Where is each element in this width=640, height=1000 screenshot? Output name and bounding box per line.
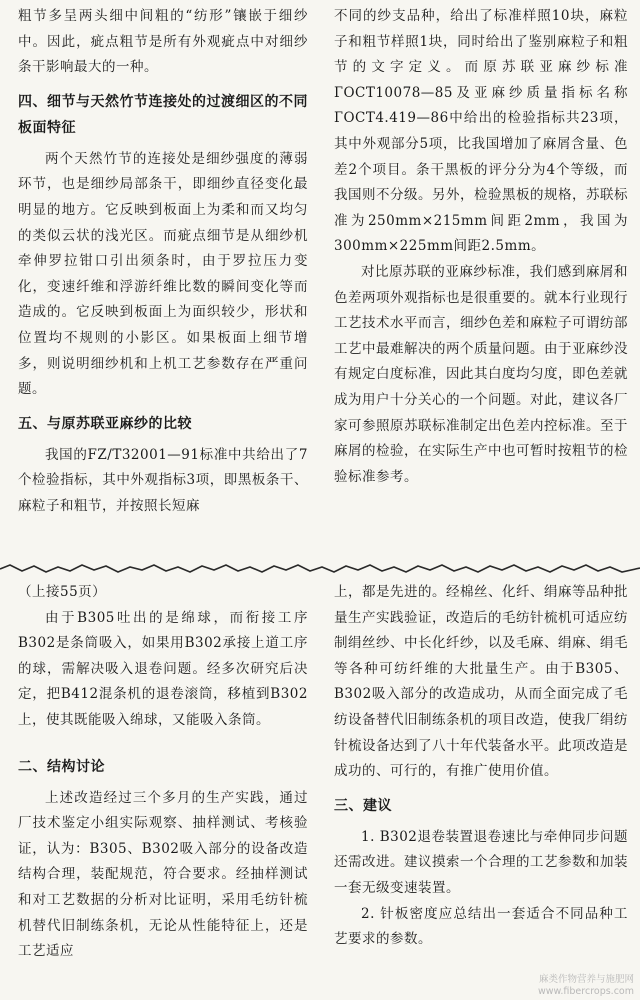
section-heading-3: 三、建议 <box>334 797 392 814</box>
watermark-url: www.fibercrops.com <box>537 986 634 997</box>
section-heading-4: 四、细节与天然竹节连接处的过渡细区的不同板面特征 <box>18 93 308 136</box>
section-heading-2: 二、结构讨论 <box>18 758 105 775</box>
paragraph: 对比原苏联的亚麻纱标准，我们感到麻屑和色差两项外观指标也是很重要的。就本行业现行工艺技术水平而言，细纱色差和麻粒子可谓纺部工艺中最难解决的两个质量问题。由于亚麻纱没有规定白度标准，因此其白度均匀度，即色差就成为用户十分关心的一个问题。对此，建议各厂家可参照原苏联标准制定出色差内控标准。至于麻屑的检验，在实际生产中也可暂时按粗节的检验标准参考。 <box>334 263 628 485</box>
paragraph: 上，都是先进的。经棉丝、化纤、绢麻等品种批量生产实践验证，改造后的毛纺针梳机可适应纺制绢丝纱、中长化纤纱，以及毛麻、绢麻、绢毛等各种可纺纤维的大批量生产。由于B305、B302吸入部分的改造成功，从而全面完成了毛纺设备替代旧制练条机的项目改造，使我厂绢纺针梳设备达到了八十年代装备水平。此项改造是成功的、可行的，有推广使用价值。 <box>334 584 628 780</box>
paragraph: 不同的纱支品种，给出了标准样照10块，麻粒子和粗节样照1块，同时给出了鉴别麻粒子和粗节的文字定义。而原苏联亚麻纱标准ГОСТ10078—85及亚麻纱质量指标名称ГОСТ4.419—86中给出的检验指标共23项，其中外观部分5项，比我国增加了麻屑含量、色差2个项目。条干黑板的评分分为4个等级，而我国则不分级。另外，检验黑板的规格，苏联标准为250mm×215mm间距2mm，我国为300mm×225mm间距2.5mm。 <box>334 8 628 255</box>
article-column-bottom-right <box>334 580 628 990</box>
article-column-top-left <box>18 4 308 564</box>
paragraph: 两个天然竹节的连接处是细纱强度的薄弱环节，也是细纱局部条干，即细纱直径变化最明显的地方。它反映到板面上为柔和而又均匀的类似云状的浅光区。而疵点细节是从细纱机牵伸罗拉钳口引出须条时，由于罗拉压力变化，变速纤维和浮游纤维比数的瞬间变化等而造成的。它反映到板面上为面织较少，形状和位置均不规则的小影区。如果板面上细节增多，则说明细纱机和上机工艺参数存在严重问题。 <box>18 150 308 398</box>
article-column-bottom-left <box>18 580 308 990</box>
site-watermark <box>538 974 634 998</box>
suggestion-1: 1. B302退卷装置退卷速比与牵伸同步问题还需改进。建议摸索一个合理的工艺参数和加装一套无级变速装置。 <box>334 828 628 896</box>
paragraph: 上述改造经过三个多月的生产实践，通过厂技术鉴定小组实际观察、抽样测试、考核验证，认为：B305、B302吸入部分的设备改造结构合理，装配规范，符合要求。经抽样测试和对工艺数据的分析对比证明，采用毛纺针梳机替代旧制练条机，无论从性能特征上，还是工艺适应 <box>18 789 308 960</box>
article-column-top-right <box>334 4 628 564</box>
paragraph: 粗节多呈两头细中间粗的“纺形”镶嵌于细纱中。因此，疵点粗节是所有外观疵点中对细纱条干影响最大的一种。 <box>18 8 308 76</box>
watermark-title: 麻类作物营养与施肥网 <box>538 974 634 985</box>
torn-page-divider <box>0 562 640 576</box>
paragraph: 由于B305吐出的是绵球，而衔接工序B302是条筒吸入，如果用B302承接上道工序的球，需解决吸入退卷问题。经多次研究后决定，把B412混条机的退卷滚筒，移植到B302上，使其既能吸入绵球，又能吸入条筒。 <box>18 609 308 728</box>
paragraph: 我国的FZ/T32001—91标准中共给出了7个检验指标，其中外观指标3项，即黑板条干、麻粒子和粗节，并按照长短麻 <box>18 446 308 514</box>
suggestion-2: 2. 针板密度应总结出一套适合不同品种工艺要求的参数。 <box>334 905 628 948</box>
continued-from-label: （上接55页） <box>18 584 107 600</box>
section-heading-5: 五、与原苏联亚麻纱的比较 <box>18 415 192 432</box>
